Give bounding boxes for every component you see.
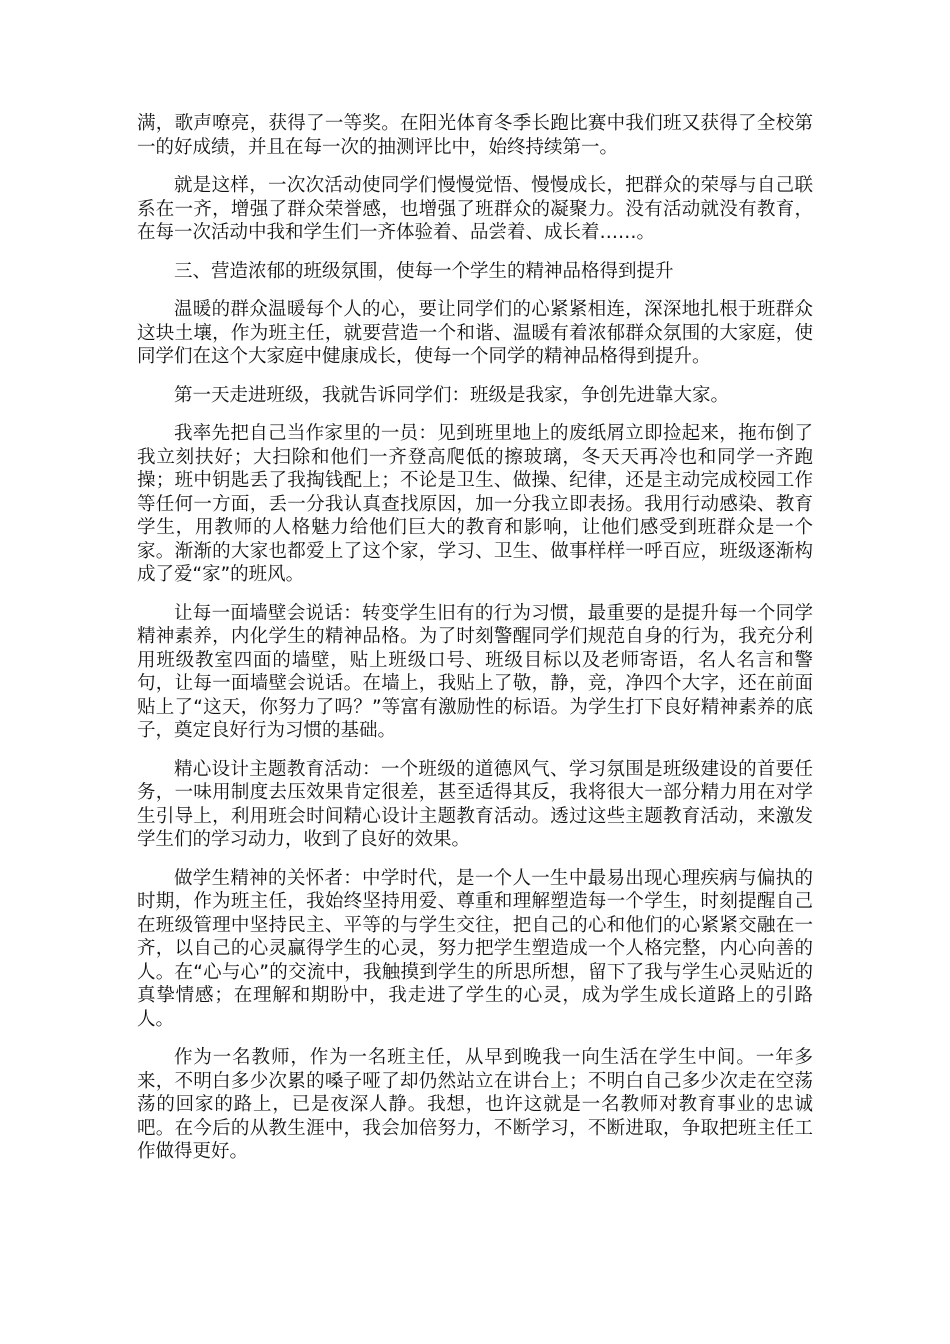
paragraph-activities-growth: 就是这样，一次次活动使同学们慢慢觉悟、慢慢成长，把群众的荣辱与自己联系在一齐，增强了群众荣誉感，也增强了班群众的凝聚力。没有活动就没有教育，在每一次活动中我和学生们一齐体验着、品尝着、成长着……。 xyxy=(137,175,813,243)
paragraph-theme-activities: 精心设计主题教育活动：一个班级的道德风气、学习氛围是班级建设的首要任务，一味用制度去压效果肯定很差，甚至适得其反，我将很大一部分精力用在对学生引导上，利用班会时间精心设计主题教育活动。透过这些主题教育活动，来激发学生们的学习动力，收到了良好的效果。 xyxy=(137,758,813,850)
paragraph-walls-speak: 让每一面墙壁会说话：转变学生旧有的行为习惯，最重要的是提升每一个同学精神素养，内化学生的精神品格。为了时刻警醒同学们规范自身的行为，我充分利用班级教室四面的墙壁，贴上班级口号、班级目标以及老师寄语，名人名言和警句，让每一面墙壁会说话。在墙上，我贴上了敬，静，竞，净四个大字，还在前面贴上了“这天，你努力了吗？”等富有激励性的标语。为学生打下良好精神素养的底子，奠定良好行为习惯的基础。 xyxy=(137,602,813,741)
paragraph-spiritual-care: 做学生精神的关怀者：中学时代，是一个人一生中最易出现心理疾病与偏执的时期，作为班主任，我始终坚持用爱、尊重和理解塑造每一个学生，时刻提醒自己在班级管理中坚持民主、平等的与学生交往，把自己的心和他们的心紧紧交融在一齐，以自己的心灵赢得学生的心灵，努力把学生塑造成一个人格完整，内心向善的人。在“心与心”的交流中，我触摸到学生的所思所想，留下了我与学生心灵贴近的真挚情感；在理解和期盼中，我走进了学生的心灵，成为学生成长道路上的引路人。 xyxy=(137,867,813,1030)
paragraph-family-member: 我率先把自己当作家里的一员：见到班里地上的废纸屑立即捡起来，拖布倒了我立刻扶好；大扫除和他们一齐登高爬低的擦玻璃，冬天天再冷也和同学一齐跑操；班中钥匙丢了我掏钱配上；不论是卫生、做操、纪律，还是主动完成校园工作等任何一方面，丢一分我认真查找原因，加一分我立即表扬。我用行动感染、教育学生，用教师的人格魅力给他们巨大的教育和影响，让他们感受到班群众是一个家。渐渐的大家也都爱上了这个家，学习、卫生、做事样样一呼百应，班级逐渐构成了爱“家”的班风。 xyxy=(137,423,813,585)
paragraph-first-day: 第一天走进班级，我就告诉同学们：班级是我家，争创先进靠大家。 xyxy=(174,384,730,406)
paragraph-continued: 满，歌声嘹亮，获得了一等奖。在阳光体育冬季长跑比赛中我们班又获得了全校第一的好成绩，并且在每一次的抽测评比中，始终持续第一。 xyxy=(137,113,813,158)
paragraph-conclusion: 作为一名教师，作为一名班主任，从早到晚我一向生活在学生中间。一年多来，不明白多少次累的嗓子哑了却仍然站立在讲台上；不明白自己多少次走在空荡荡的回家的路上，已是夜深人静。我想，也许这就是一名教师对教育事业的忠诚吧。在今后的从教生涯中，我会加倍努力，不断学习，不断进取，争取把班主任工作做得更好。 xyxy=(137,1047,813,1162)
paragraph-warm-collective: 温暖的群众温暖每个人的心，要让同学们的心紧紧相连，深深地扎根于班群众这块土壤，作为班主任，就要营造一个和谐、温暖有着浓郁群众氛围的大家庭，使同学们在这个大家庭中健康成长，使每一个同学的精神品格得到提升。 xyxy=(137,299,813,367)
document-body xyxy=(137,112,813,1179)
section-heading-3: 三、营造浓郁的班级氛围，使每一个学生的精神品格得到提升 xyxy=(174,260,674,282)
